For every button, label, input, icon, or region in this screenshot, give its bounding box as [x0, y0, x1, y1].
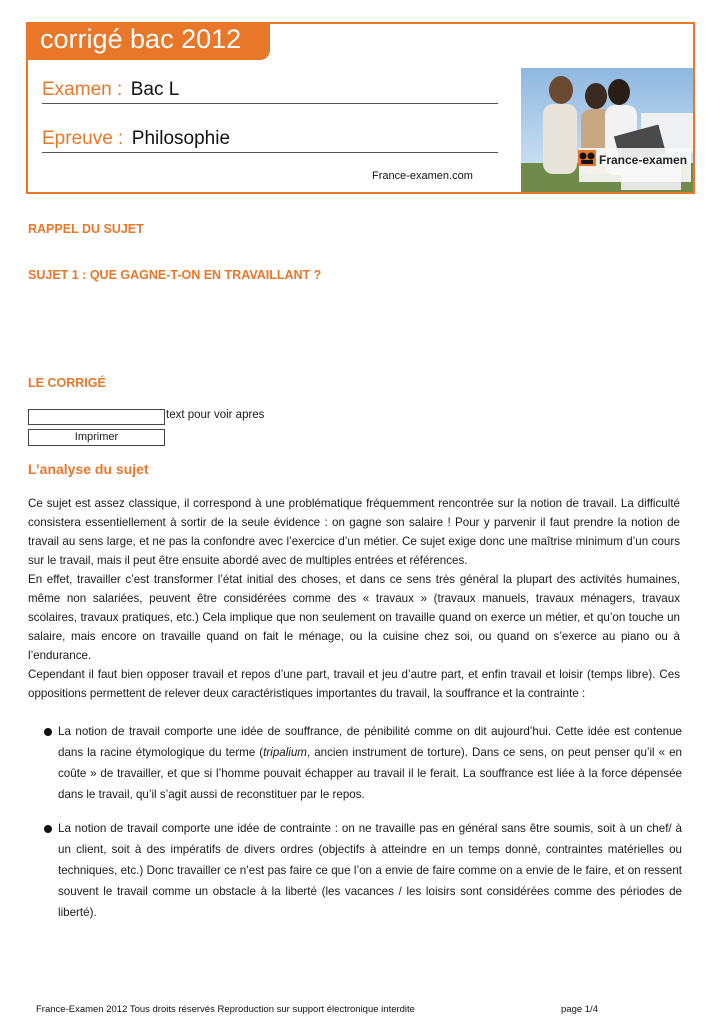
- page-title: corrigé bac 2012: [40, 24, 242, 54]
- analyse-body: [28, 494, 680, 703]
- exam-label: Examen :: [42, 79, 123, 100]
- exam-value: Bac L: [130, 79, 180, 100]
- footer-copyright: France-Examen 2012 Tous droits réservés Reproduction sur support électronique interdite: [36, 1004, 415, 1015]
- paragraph: Ce sujet est assez classique, il correspond à une problématique fréquemment rencontrée sur la notion de travail. La difficulté consistera essentiellement à sortir de la seule évidence : on gagne son salaire ! Pour y parvenir il faut prendre la notion de travail au sens large, et ne pas la confondre avec l’exercice d’un métier. Ce sujet exige donc une maîtrise minimum d’un cours sur le travail, mais il peut être ensuite abordé avec de multiples entrées et références.: [28, 497, 680, 567]
- site-url[interactable]: France-examen.com: [372, 170, 473, 182]
- analyse-heading: L’analyse du sujet: [28, 461, 149, 477]
- students-photo-illustration: [521, 68, 693, 192]
- exam-row: [42, 79, 498, 104]
- footer-page-number: page 1/4: [561, 1004, 598, 1015]
- epreuve-row: [42, 128, 498, 153]
- logo-text: France-examen: [599, 153, 688, 167]
- section-corrige: LE CORRIGÉ: [28, 376, 106, 390]
- bullet-souffrance: [46, 721, 682, 805]
- bullet-contrainte: [46, 818, 682, 923]
- epreuve-label: Epreuve :: [42, 128, 124, 149]
- field-hint: text pour voir apres: [166, 409, 265, 421]
- section-rappel: RAPPEL DU SUJET: [28, 222, 144, 236]
- bullet-icon: [44, 825, 52, 833]
- bullet-icon: [44, 728, 52, 736]
- print-button[interactable]: Imprimer: [28, 429, 165, 446]
- bullet-text: La notion de travail comporte une idée de souffrance, de pénibilité comme on dit aujourd’hui. Cette idée est contenue dans la racine étymologique du terme (: [58, 725, 682, 759]
- paragraph: En effet, travailler c’est transformer l’état initial des choses, et dans ce sens très général la plupart des activités humaines, même non salariées, peuvent être considérées comme des « travaux » (travaux manuels, travaux ménagers, travaux scolaires, travaux pratiques, etc.) Cela implique que non seulement on travaille quand on exerce un métier, et qu’on touche un salaire, mais encore on travaille quand on fait le ménage, ou la cuisine chez soi, ou quand on s’exerce au piano ou à l’endurance.: [28, 573, 680, 662]
- epreuve-value: Philosophie: [131, 128, 231, 149]
- paragraph: Cependant il faut bien opposer travail et repos d’une part, travail et jeu d’autre part, et enfin travail et loisir (temps libre). Ces oppositions permettent de relever deux caractéristiques importantes du travail, la souffrance et la contrainte :: [28, 668, 680, 700]
- header-photo: [521, 68, 693, 192]
- section-sujet: SUJET 1 : QUE GAGNE-T-ON EN TRAVAILLANT ?: [28, 268, 322, 282]
- title-banner: [26, 22, 270, 60]
- bullet-text: La notion de travail comporte une idée de contrainte : on ne travaille pas en général sans être soumis, soit à un chef/ à un client, soit à des impératifs de divers ordres (objectifs à atteindre en un temps donné, contraintes matérielles ou techniques, etc.) Donc travailler ce n’est pas faire ce que l’on a envie de faire comme on a envie de le faire, et on ressent souvent le travail comme un obstacle à la liberté (les vacances / les loisirs sont considérées comme des périodes de liberté).: [58, 822, 682, 919]
- text-field[interactable]: [28, 409, 165, 425]
- bullet-emphasis: tripalium: [263, 746, 307, 759]
- bullet-text: , ancien instrument de torture). Dans ce sens, on peut penser qu’il « en coûte » de travailler, et que si l’homme pouvait échapper au travail il le ferait. La souffrance est liée à la force dépensée dans le travail, qu’il s’agit aussi de reconstituer par le repos.: [58, 746, 682, 801]
